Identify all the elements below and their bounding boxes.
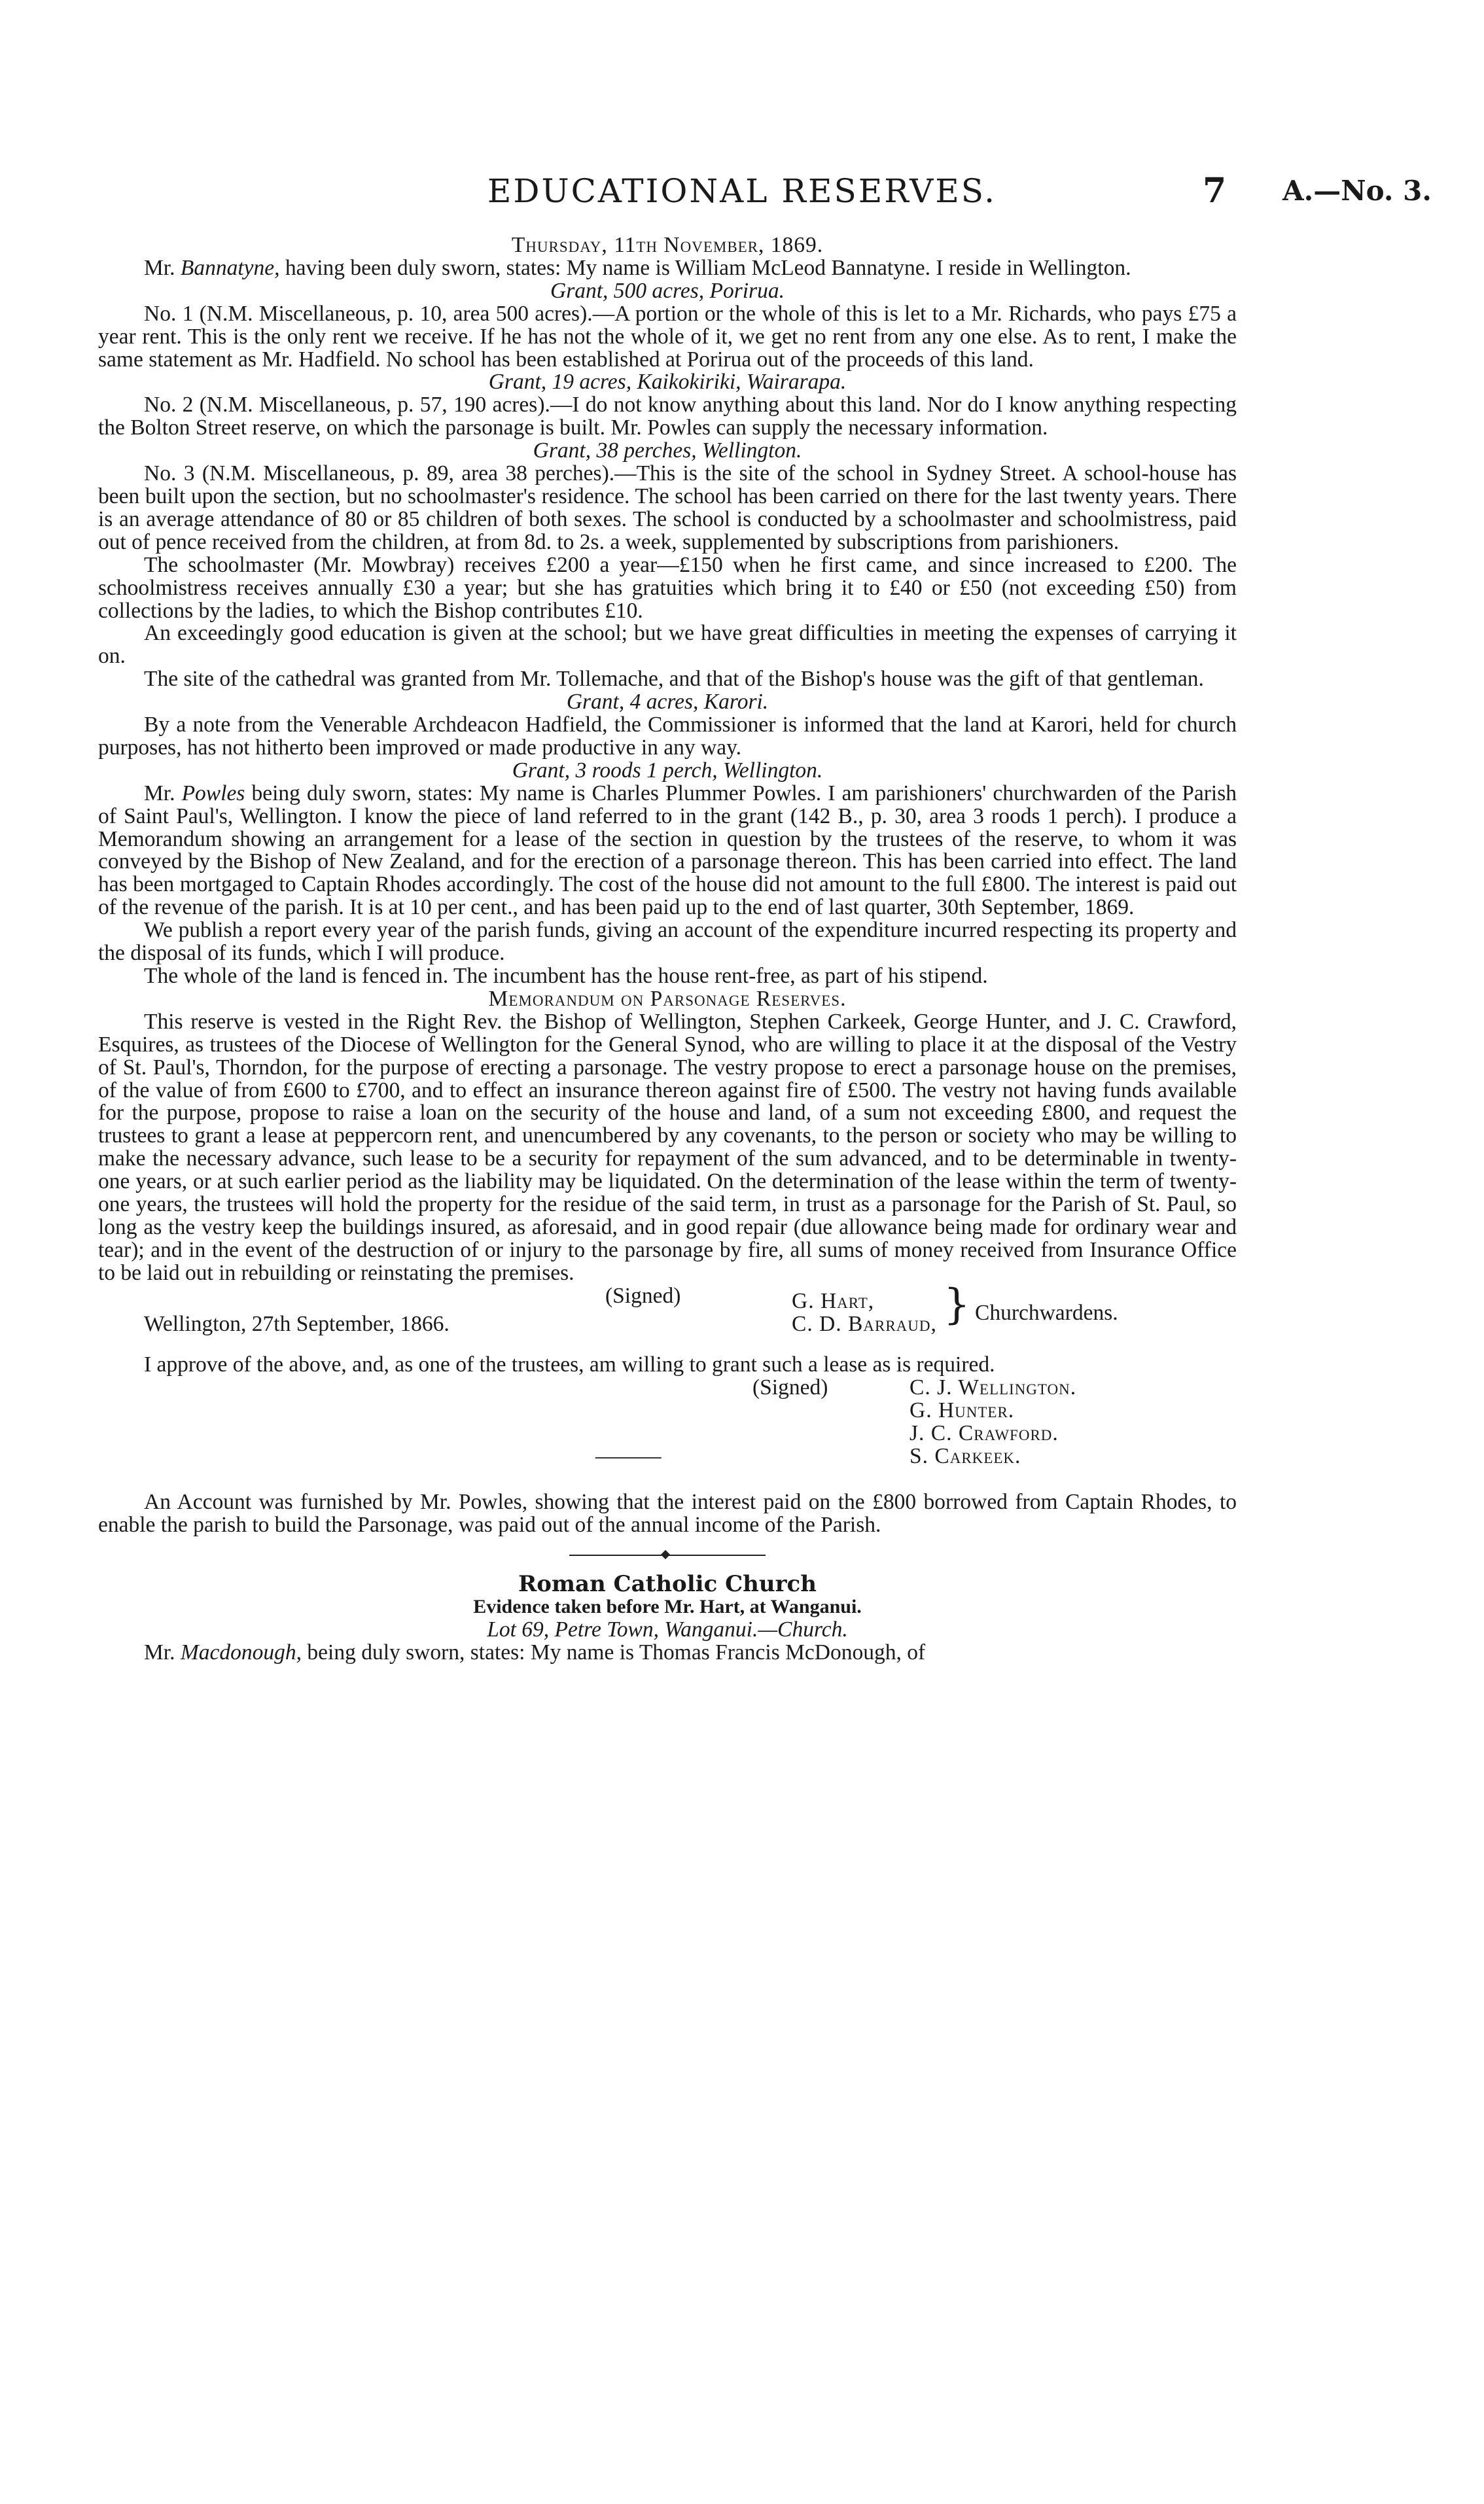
grant-heading: Grant, 4 acres, Karori. — [566, 690, 769, 714]
paragraph-no1: No. 1 (N.M. Miscellaneous, p. 10, area 500 acres).—A portion or the whole of this is let to a Mr. Richards, who pays £75 a year rent. This is the only rent we receive. If he has not the whole of it, we get no rent from any one else. As to rent, I make the same statement as Mr. Hadfield. No school has been established at Porirua out of the proceeds of this land. — [98, 301, 1237, 372]
text-run: having been duly sworn, states: My name is William McLeod Bannatyne. I reside in Wellington. — [279, 255, 1131, 280]
signatory-barraud: C. D. Barraud, — [792, 1311, 937, 1336]
paragraph-macdonough — [98, 1642, 1237, 1665]
page-header — [0, 171, 1484, 211]
paragraph-report: We publish a report every year of the parish funds, giving an account of the expenditure incurred respecting its property and the disposal of its funds, which I will produce. — [98, 918, 1237, 966]
witness-name: Bannatyne, — [180, 255, 280, 280]
signatory-role: Churchwardens. — [975, 1300, 1118, 1325]
grant-heading: Grant, 19 acres, Kaikokiriki, Wairarapa. — [488, 370, 847, 395]
paragraph-no2: No. 2 (N.M. Miscellaneous, p. 57, 190 acres).—I do not know anything about this land. Nor do I know anything respecting the Bolton Street reserve, on which the parsonage is built. Mr. Powles can supply the necessary information. — [98, 393, 1237, 440]
paragraph-approve: I approve of the above, and, as one of the trustees, am willing to grant such a lease as is required. — [144, 1352, 995, 1377]
paragraph-education: An exceedingly good education is given at the school; but we have great difficulties in meeting the expenses of carrying it on. — [98, 621, 1237, 669]
lot-heading: Lot 69, Petre Town, Wanganui.—Church. — [487, 1617, 848, 1642]
date-heading: Thursday, 11th November, 1869. — [511, 233, 824, 257]
grant-heading: Grant, 3 roods 1 perch, Wellington. — [512, 758, 823, 783]
paragraph-powles — [98, 783, 1237, 919]
trustees-signature — [98, 1377, 1237, 1491]
paragraph-no3: No. 3 (N.M. Miscellaneous, p. 89, area 38 perches).—This is the site of the school in Sydney Street. A school-house has been built upon the section, but no schoolmaster's residence. The school has been carried on there for the last twenty years. There is an average attendance of 80 or 85 children of both sexes. The school is conducted by a schoolmaster and schoolmistress, paid out of pence received from the children, at from 8d. to 2s. a week, supplemented by subscriptions from parishioners. — [98, 461, 1237, 554]
evidence-heading: Evidence taken before Mr. Hart, at Wanganui. — [473, 1596, 862, 1618]
signature-place-date: Wellington, 27th September, 1866. — [144, 1311, 450, 1336]
paragraph-account: An Account was furnished by Mr. Powles, showing that the interest paid on the £800 borrowed from Captain Rhodes, to enable the parish to build the Parsonage, was paid out of the annual income of the Parish. — [98, 1489, 1237, 1537]
document-reference: A.—No. 3. — [1282, 175, 1432, 207]
trustee: G. Hunter. — [910, 1398, 1015, 1422]
grant-heading: Grant, 38 perches, Wellington. — [533, 438, 802, 463]
dash-separator: ——— — [595, 1443, 662, 1468]
signed-label: (Signed) — [752, 1375, 828, 1400]
brace-icon: } — [944, 1280, 970, 1329]
witness-name: Powles — [181, 781, 245, 805]
paragraph-schoolmaster: The schoolmaster (Mr. Mowbray) receives £200 a year—£150 when he first came, and since increased to £200. The schoolmistress receives annually £30 a year; but she has gratuities which bring it to £40 or £50 (not exceeding £50) from collections by the ladies, to which the Bishop contributes £10. — [98, 552, 1237, 623]
paragraph-cathedral: The site of the cathedral was granted from Mr. Tollemache, and that of the Bishop's house was the gift of that gentleman. — [144, 667, 1204, 692]
text-run: Mr. — [144, 781, 182, 805]
churchwardens-signature — [98, 1280, 1237, 1354]
paragraph-fenced: The whole of the land is fenced in. The incumbent has the house rent-free, as part of his stipend. — [144, 964, 988, 988]
memorandum-heading: Memorandum on Parsonage Reserves. — [488, 986, 847, 1011]
text-run: being duly sworn, states: My name is Charles Plummer Powles. I am parishioners' churchwarden of the Parish of Saint Paul's, Wellington. I know the piece of land referred to in the grant (142 B., p. 30, area 3 roods 1 perch). I produce a Memorandum showing an arrangement for a lease of the section in question by the trustees of the reserve, to whom it was conveyed by the Bishop of New Zealand, and for the erection of a parsonage thereon. This has been carried into effect. The land has been mortgaged to Captain Rhodes accordingly. The cost of the house did not amount to the full £800. The interest is paid out of the revenue of the parish. It is at 10 per cent., and has been paid up to the end of last quarter, 30th September, 1869. — [98, 781, 1237, 920]
witness-name: Macdonough, — [180, 1640, 302, 1665]
text-run: Mr. — [144, 255, 181, 280]
signed-label: (Signed) — [605, 1283, 681, 1308]
section-divider — [569, 1551, 766, 1560]
text-run: being duly sworn, states: My name is Thomas Francis McDonough, of — [302, 1640, 926, 1665]
paragraph-bannatyne — [98, 257, 1237, 280]
paragraph-karori: By a note from the Venerable Archdeacon Hadfield, the Commissioner is informed that the land at Karori, held for church purposes, has not hitherto been improved or made productive in any way. — [98, 713, 1237, 760]
trustee: C. J. Wellington. — [910, 1375, 1077, 1400]
diamond-ornament-icon — [661, 1550, 670, 1559]
text-run: Mr. — [144, 1640, 181, 1665]
page-number: 7 — [1203, 171, 1227, 211]
section-title: Roman Catholic Church — [518, 1571, 817, 1598]
grant-heading: Grant, 500 acres, Porirua. — [550, 278, 785, 303]
paragraph-memorandum: This reserve is vested in the Right Rev. the Bishop of Wellington, Stephen Carkeek, George Hunter, and J. C. Crawford, Esquires, as trustees of the Diocese of Wellington for the General Synod, who are willing to place it at the disposal of the Vestry of St. Paul's, Thorndon, for the purpose of erecting a parsonage. The vestry propose to erect a parsonage house on the premises, of the value of from £600 to £700, and to effect an insurance thereon against fire of £500. The vestry not having funds available for the purpose, propose to raise a loan on the security of the house and land, of a sum not exceeding £800, and request the trustees to grant a lease at peppercorn rent, and unencumbered by any covenants, to the person or society who may be willing to make the necessary advance, such lease to be a security for repayment of the sum advanced, and to be determinable in twenty-one years, or at such earlier period as the liability may be liquidated. On the determination of the lease within the term of twenty-one years, the trustees will hold the property for the residue of the said term, in trust as a parsonage for the Parish of St. Paul, so long as the vestry keep the buildings insured, as aforesaid, and in good repair (due allowance being made for ordinary wear and tear); and in the event of the destruction of or injury to the parsonage by fire, all sums of money received from Insurance Office to be laid out in rebuilding or reinstating the premises. — [98, 1009, 1237, 1285]
signatory-hart: G. Hart, — [792, 1288, 875, 1313]
trustee: J. C. Crawford. — [910, 1420, 1059, 1445]
document-body — [98, 234, 1237, 1665]
trustee: S. Carkeek. — [910, 1443, 1021, 1468]
running-title: EDUCATIONAL RESERVES. — [487, 172, 997, 210]
